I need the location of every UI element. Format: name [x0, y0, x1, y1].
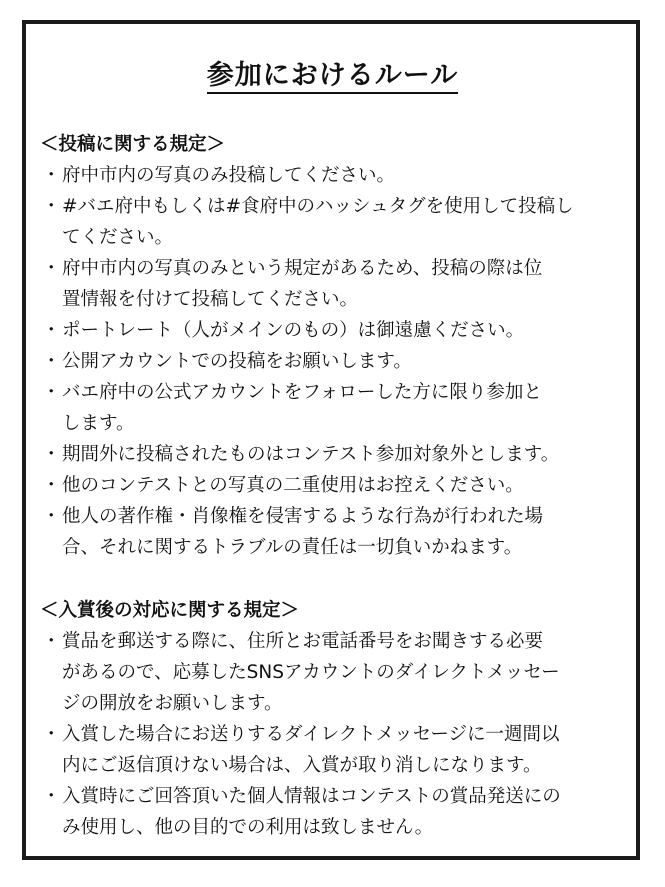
bullet-mark: ・: [42, 351, 61, 372]
rule-item: [40, 781, 636, 843]
bullet-mark: ・: [42, 724, 61, 745]
bullet-mark: ・: [42, 196, 61, 217]
rule-item: [40, 253, 636, 315]
rule-item: [40, 439, 636, 470]
section-posting-rules: [40, 130, 636, 563]
rule-item: [40, 315, 636, 346]
bullet-mark: ・: [42, 320, 61, 341]
rule-text: 他人の著作権・肖像権を侵害するような行為が行われた場 合、それに関するトラブルの責任は一切負いかねます。: [62, 506, 544, 558]
bullet-mark: ・: [42, 165, 61, 186]
bullet-mark: ・: [42, 382, 61, 403]
rule-text: #バエ府中もしくは#食府中のハッシュタグを使用して投稿し てください。: [62, 196, 574, 248]
rule-text: バエ府中の公式アカウントをフォローした方に限り参加と します。: [62, 382, 542, 434]
rule-item: [40, 719, 636, 781]
rule-text: 府中市内の写真のみという規定があるため、投稿の際は位 置情報を付けて投稿してください。: [62, 258, 543, 310]
section-award-rules: [40, 596, 636, 843]
bullet-mark: ・: [42, 258, 61, 279]
page-title-text: 参加におけるルール: [207, 60, 458, 94]
section-heading: ＜投稿に関する規定＞: [40, 134, 226, 155]
rule-item: [40, 501, 636, 563]
section-heading: ＜入賞後の対応に関する規定＞: [40, 600, 300, 621]
rule-item: [40, 191, 636, 253]
bullet-mark: ・: [42, 475, 61, 496]
rule-item: [40, 626, 636, 719]
rule-item: [40, 377, 636, 439]
rule-text: 府中市内の写真のみ投稿してください。: [62, 165, 396, 186]
rule-text: 期間外に投稿されたものはコンテスト参加対象外とします。: [62, 444, 560, 465]
rule-item: [40, 160, 636, 191]
rule-item: [40, 470, 636, 501]
rule-text: 入賞時にご回答頂いた個人情報はコンテストの賞品発送にの み使用し、他の目的での利用は致しません。: [62, 786, 561, 838]
rule-text: 公開アカウントでの投稿をお願いします。: [62, 351, 412, 372]
bullet-mark: ・: [42, 786, 61, 807]
bullet-mark: ・: [42, 444, 61, 465]
bullet-mark: ・: [42, 631, 61, 652]
rule-text: ポートレート（人がメインのもの）は御遠慮ください。: [62, 320, 525, 341]
rule-text: 賞品を郵送する際に、住所とお電話番号をお聞きする必要 があるので、応募したSNSアカウントのダイレクトメッセー ジの開放をお願いします。: [62, 631, 560, 714]
rule-text: 入賞した場合にお送りするダイレクトメッセージに一週間以 内にご返信頂けない場合は、入賞が取り消しになります。: [62, 724, 560, 776]
bullet-mark: ・: [42, 506, 61, 527]
rule-text: 他のコンテストとの写真の二重使用はお控えください。: [62, 475, 524, 496]
rule-item: [40, 346, 636, 377]
page-title: [0, 58, 665, 94]
